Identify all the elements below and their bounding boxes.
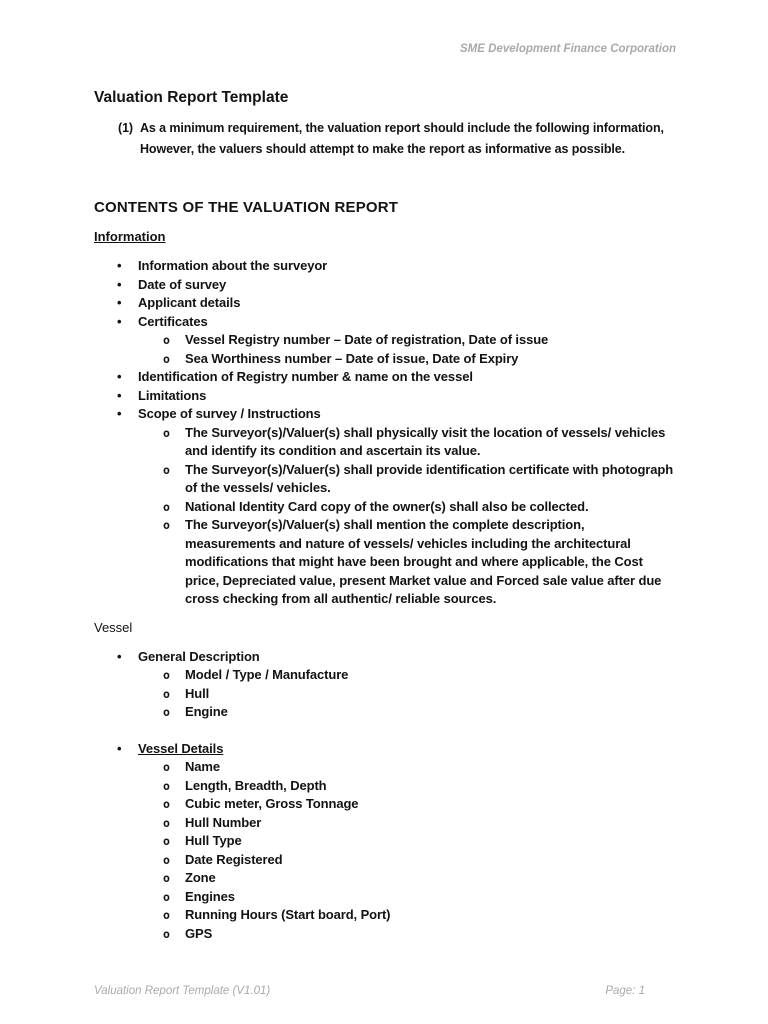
- bullet-icon: •: [117, 295, 122, 310]
- sub-bullet-icon: o: [163, 705, 170, 719]
- vessel-details-sublist: [138, 758, 675, 943]
- list-item: [163, 777, 675, 796]
- list-item: [117, 294, 675, 313]
- list-item: [163, 906, 675, 925]
- list-item-text: Certificates: [138, 313, 208, 329]
- list-item: [163, 331, 675, 350]
- list-item-text: Identification of Registry number & name on the vessel: [138, 369, 473, 384]
- list-item-text: GPS: [185, 925, 213, 941]
- list-item: [163, 814, 675, 833]
- list-item-text: Zone: [185, 870, 216, 885]
- list-item-text: Sea Worthiness number – Date of issue, Date of Expiry: [185, 350, 519, 366]
- vessel-list: [94, 648, 675, 944]
- bullet-icon: •: [117, 313, 122, 329]
- list-item: [163, 703, 675, 722]
- list-item-text: Date of survey: [138, 276, 227, 292]
- sub-bullet-icon: o: [163, 797, 170, 811]
- sub-bullet-icon: o: [163, 351, 170, 366]
- scope-sublist: [138, 424, 675, 609]
- sub-bullet-icon: o: [163, 889, 170, 904]
- list-item: [163, 851, 675, 870]
- list-item: [163, 795, 675, 814]
- list-item-text: The Surveyor(s)/Valuer(s) shall physically visit the location of vessels/ vehicles and identify its condition and ascertain its value.: [185, 424, 666, 458]
- list-item: [163, 869, 675, 888]
- list-item: [163, 666, 675, 685]
- list-item: [163, 461, 675, 498]
- document-title: Valuation Report Template: [94, 89, 289, 106]
- certificates-sublist: [138, 331, 675, 368]
- list-item: [163, 516, 675, 609]
- bullet-icon: •: [117, 648, 122, 664]
- list-item-text: Engines: [185, 888, 235, 904]
- list-item: [117, 387, 675, 406]
- sub-bullet-icon: o: [163, 686, 170, 701]
- sub-bullet-icon: o: [163, 871, 170, 885]
- list-item-text: The Surveyor(s)/Valuer(s) shall provide identification certificate with photograph of the vessels/ vehicles.: [185, 461, 674, 495]
- bullet-icon: •: [117, 276, 122, 292]
- list-item-text: National Identity Card copy of the owner(s) shall also be collected.: [185, 498, 589, 514]
- list-item-text: Model / Type / Manufacture: [185, 667, 349, 682]
- sub-bullet-icon: o: [163, 462, 170, 477]
- bullet-icon: •: [117, 740, 122, 756]
- sub-bullet-icon: o: [163, 778, 170, 793]
- list-item-text: Hull Number: [185, 814, 262, 830]
- list-item: [117, 368, 675, 387]
- sub-bullet-icon: o: [163, 518, 170, 532]
- bullet-icon: •: [117, 406, 122, 421]
- list-item-text: Applicant details: [138, 295, 241, 310]
- general-description-sublist: [138, 666, 675, 722]
- bullet-icon: •: [117, 387, 122, 403]
- list-item-text: Hull Type: [185, 833, 242, 848]
- list-item-text: Vessel Registry number – Date of registration, Date of issue: [185, 332, 549, 347]
- contents-heading: CONTENTS OF THE VALUATION REPORT: [94, 199, 399, 216]
- footer-document-version: Valuation Report Template (V1.01): [94, 985, 271, 997]
- list-item: [117, 313, 675, 369]
- sub-bullet-icon: o: [163, 815, 170, 830]
- list-item: [163, 350, 675, 369]
- list-item: [163, 424, 675, 461]
- list-item-text: Running Hours (Start board, Port): [185, 907, 391, 922]
- list-item: [163, 925, 675, 944]
- vessel-section-heading: Vessel: [94, 619, 133, 635]
- list-item: [163, 832, 675, 851]
- list-item-text: The Surveyor(s)/Valuer(s) shall mention the complete description, measurements and nature of vessels/ vehicles including the architectural modifications that might have been brought and where applicable, the Cost price, Depreciated value, present Market value and Forced sale value after due cross checking from all authentic/ reliable sources.: [185, 517, 662, 606]
- list-item-text: Limitations: [138, 387, 207, 403]
- intro-text: As a minimum requirement, the valuation report should include the following information, However, the valuers should attempt to make the report as informative as possible.: [140, 121, 664, 156]
- list-item: [163, 888, 675, 907]
- sub-bullet-icon: o: [163, 425, 170, 440]
- list-item: [163, 498, 675, 517]
- list-item: [163, 685, 675, 704]
- document-content: [94, 88, 675, 943]
- vessel-details-heading: Vessel Details: [138, 740, 224, 756]
- footer-page-number: Page: 1: [605, 985, 645, 997]
- sub-bullet-icon: o: [163, 760, 170, 774]
- list-item-text: Length, Breadth, Depth: [185, 777, 327, 793]
- sub-bullet-icon: o: [163, 926, 170, 941]
- list-item: [117, 257, 675, 276]
- list-item-text: Scope of survey / Instructions: [138, 406, 321, 421]
- list-item-text: Name: [185, 759, 221, 774]
- list-item: [117, 740, 675, 944]
- page-header-company: SME Development Finance Corporation: [460, 43, 676, 55]
- information-list: [94, 257, 675, 609]
- bullet-icon: •: [117, 258, 122, 273]
- list-item-text: Cubic meter, Gross Tonnage: [185, 796, 359, 811]
- list-item-text: General Description: [138, 648, 260, 664]
- list-item-text: Engine: [185, 704, 228, 719]
- list-item: [117, 405, 675, 609]
- sub-bullet-icon: o: [163, 852, 170, 867]
- sub-bullet-icon: o: [163, 908, 170, 922]
- sub-bullet-icon: o: [163, 834, 170, 848]
- list-item: [163, 758, 675, 777]
- bullet-icon: •: [117, 369, 122, 384]
- information-section-heading: Information: [94, 229, 166, 244]
- sub-bullet-icon: o: [163, 668, 170, 682]
- list-item-text: Date Registered: [185, 851, 283, 867]
- list-item: [117, 276, 675, 295]
- intro-number: (1): [118, 121, 133, 135]
- sub-bullet-icon: o: [163, 333, 170, 347]
- list-item-text: Hull: [185, 685, 210, 701]
- sub-bullet-icon: o: [163, 499, 170, 514]
- list-item-text: Information about the surveyor: [138, 258, 328, 273]
- intro-paragraph: [94, 118, 675, 160]
- list-item: [117, 648, 675, 722]
